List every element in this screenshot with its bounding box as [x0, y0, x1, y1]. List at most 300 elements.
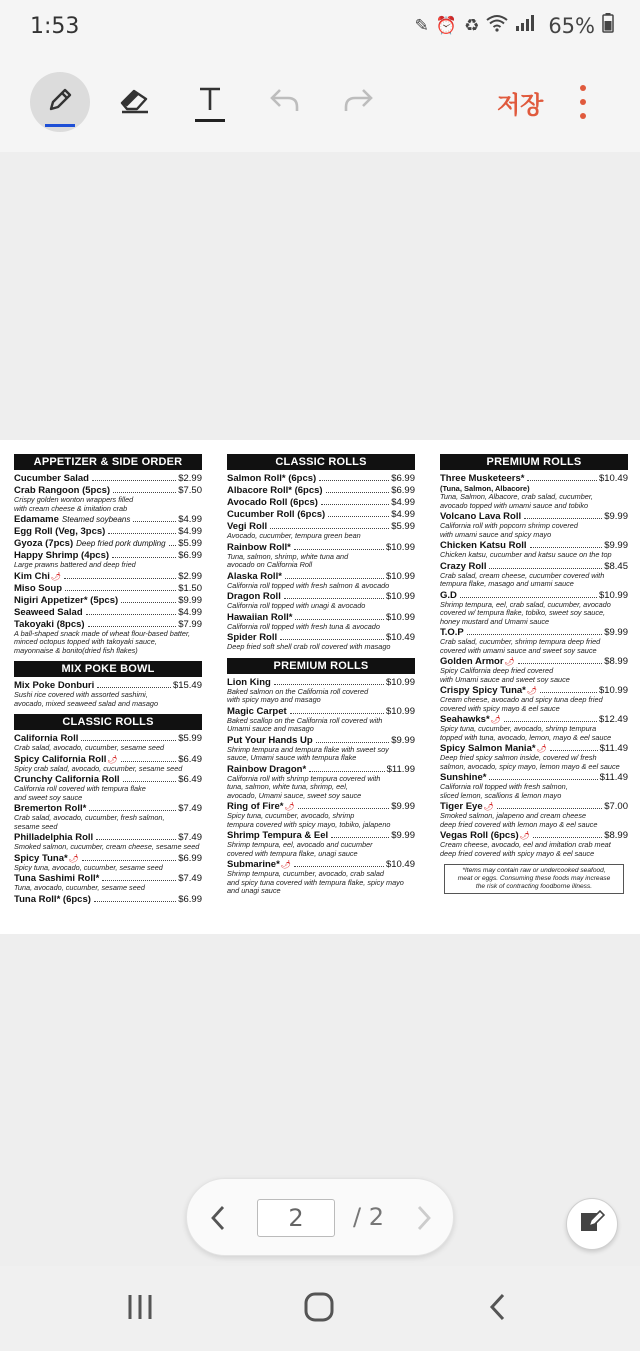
dot-leader	[489, 568, 602, 569]
item-description: California roll with popcorn shrimp covered with umami sauce and spicy mayo	[440, 521, 578, 539]
menu-item	[227, 764, 415, 801]
dot-leader	[94, 901, 176, 902]
item-description: Smoked salmon, cucumber, cream cheese, sesame seed	[14, 842, 200, 851]
chili-pepper-icon: 🌶	[107, 754, 118, 764]
menu-item	[14, 595, 202, 606]
dot-leader	[321, 504, 389, 505]
menu-item	[440, 511, 628, 539]
dot-leader	[530, 547, 603, 548]
status-icons	[415, 13, 614, 39]
menu-item	[227, 591, 415, 611]
pen-color-indicator	[45, 124, 75, 127]
system-nav-bar	[0, 1266, 640, 1351]
dot-leader	[319, 480, 389, 481]
item-name: Edamame	[14, 514, 59, 525]
item-price: $7.49	[178, 873, 202, 884]
item-price: $10.99	[598, 589, 628, 601]
dot-leader	[102, 880, 176, 881]
dot-leader	[326, 492, 390, 493]
back-icon	[485, 1292, 511, 1327]
document-page[interactable]	[0, 440, 640, 934]
dot-leader	[518, 663, 603, 664]
dot-leader	[274, 684, 384, 685]
item-description: Baked scallop on the California roll covered with Umami sauce and masago	[227, 715, 383, 733]
menu-item-line	[227, 497, 415, 508]
dot-leader	[81, 740, 176, 741]
menu-item-line	[14, 473, 202, 484]
signal-icon	[515, 14, 535, 38]
menu-section	[14, 714, 202, 905]
menu-section	[227, 454, 415, 652]
item-price: $6.99	[391, 485, 415, 496]
item-name: Miso Soup	[14, 582, 63, 594]
dot-leader	[460, 597, 597, 598]
menu-item	[14, 526, 202, 537]
chili-pepper-icon: 🌶	[50, 571, 62, 581]
item-description: Crispy golden wonton wrappers filled with cream cheese & imitation crab	[14, 495, 134, 513]
chevron-right-icon	[411, 1220, 437, 1237]
item-name: Seahawks*	[440, 714, 490, 725]
item-name: Mix Poke Donburi	[14, 680, 95, 691]
item-inline-desc: Steamed soybeans	[61, 515, 131, 524]
menu-item-line	[440, 473, 628, 484]
dot-leader	[316, 742, 390, 743]
menu-item	[14, 514, 202, 525]
chili-pepper-icon: 🌶	[526, 686, 538, 695]
menu-item	[440, 561, 628, 589]
item-name: Golden Armor	[440, 656, 504, 667]
item-name: Gyoza (7pcs)	[14, 538, 74, 549]
item-price: $4.99	[178, 526, 202, 537]
menu-item	[227, 706, 415, 734]
undo-button[interactable]	[255, 72, 315, 132]
dot-leader	[540, 692, 597, 693]
item-description: California roll topped with fresh tuna & avocado	[227, 621, 380, 631]
item-price: $10.99	[385, 705, 415, 717]
item-name: Kim Chi	[14, 570, 50, 582]
dot-leader	[284, 598, 384, 599]
page-number-input[interactable]: 2	[257, 1199, 335, 1237]
chili-pepper-icon: 🌶	[519, 831, 530, 840]
item-description: Avocado, cucumber, tempura green bean	[227, 531, 361, 540]
item-price: $7.00	[604, 801, 628, 812]
item-description: Tuna, salmon, shrimp, white tuna and avocado on California Roll	[227, 551, 349, 569]
item-price: $11.49	[599, 743, 628, 754]
dot-leader	[113, 492, 176, 493]
menu-item-line	[440, 561, 628, 572]
item-description: Spicy tuna, avocado, cucumber, sesame seed	[14, 862, 163, 872]
menu-item-line	[14, 894, 202, 905]
item-name: Seaweed Salad	[14, 606, 83, 618]
dot-leader	[489, 779, 597, 780]
dot-leader	[331, 837, 389, 838]
wifi-icon	[486, 14, 508, 38]
item-price: $5.99	[178, 733, 202, 744]
item-price: $5.99	[178, 538, 202, 549]
menu-item-line	[440, 590, 628, 601]
menu-item	[440, 473, 628, 510]
item-price: $6.99	[391, 473, 415, 484]
item-description: Crab salad, cream cheese, cucumber covered with tempura flake, masago and umami sauce	[440, 570, 605, 588]
menu-item	[14, 473, 202, 484]
pen-edit-icon	[579, 1209, 605, 1240]
chili-pepper-icon: 🌶	[504, 657, 515, 666]
item-name: Salmon Roll* (6pcs)	[227, 473, 317, 484]
item-price: $7.49	[178, 803, 202, 814]
item-description: Shrimp tempura, eel, avocado and cucumber covered with tempura flake, unagi sauce	[227, 840, 373, 858]
item-price: $8.99	[604, 830, 628, 841]
menu-item	[227, 859, 415, 896]
item-name: Tuna Sashimi Roll*	[14, 873, 100, 884]
item-name: Crunchy California Roll	[14, 774, 120, 785]
item-price: $11.99	[386, 763, 415, 775]
item-description: California roll covered with tempura flake and sweet soy sauce	[14, 784, 146, 802]
item-description: California roll topped with unagi & avocado	[227, 601, 366, 610]
text-color-indicator	[195, 119, 225, 122]
dot-leader	[64, 578, 176, 579]
menu-item	[227, 485, 415, 496]
menu-item	[14, 894, 202, 905]
item-price: $9.99	[604, 511, 628, 522]
item-price: $7.49	[178, 832, 202, 843]
dot-leader	[280, 639, 384, 640]
edit-mode-button[interactable]	[566, 1198, 618, 1250]
dot-leader	[497, 808, 602, 809]
item-price: $11.49	[599, 772, 628, 783]
dot-leader	[112, 557, 176, 558]
dot-leader	[88, 626, 177, 627]
item-price: $5.99	[391, 521, 415, 532]
menu-item	[227, 830, 415, 858]
item-description: Tuna, Salmon, Albacore, crab salad, cucumber, avocado topped with umami sauce and tobiko	[440, 492, 593, 510]
section-header: PREMIUM ROLLS	[227, 658, 415, 674]
item-price: $10.99	[385, 570, 415, 582]
menu-item-line	[227, 677, 415, 688]
item-name: Nigiri Appetizer* (5pcs)	[14, 594, 119, 606]
next-page-button[interactable]	[411, 1203, 437, 1233]
section-header: MIX POKE BOWL	[14, 661, 202, 677]
item-price: $9.99	[391, 830, 415, 841]
item-name: California Roll	[14, 733, 79, 744]
menu-item	[227, 521, 415, 541]
chili-pepper-icon: 🌶	[483, 802, 494, 811]
section-header: CLASSIC ROLLS	[14, 714, 202, 730]
menu-item	[227, 509, 415, 520]
item-price: $9.99	[391, 734, 415, 746]
menu-item-line	[14, 514, 202, 525]
dot-leader	[298, 808, 390, 809]
menu-item	[14, 619, 202, 656]
chili-pepper-icon: 🌶	[536, 744, 547, 753]
menu-item-line	[227, 612, 415, 623]
menu-item	[440, 685, 628, 713]
item-description: Tuna, avocado, cucumber, sesame seed	[14, 883, 145, 892]
dot-leader	[524, 518, 602, 519]
home-icon	[303, 1291, 335, 1328]
item-price: $8.99	[604, 656, 628, 667]
pen-icon	[45, 85, 75, 120]
item-price: $6.49	[178, 753, 202, 765]
redo-button[interactable]	[328, 72, 388, 132]
item-name: Lion King	[227, 676, 271, 688]
section-header: APPETIZER & SIDE ORDER	[14, 454, 202, 470]
dot-leader	[92, 480, 176, 481]
item-description: A ball-shaped snack made of wheat flour-based batter, minced octopus topped with takoyaki sauce, mayonnaise & bonito(dried fish flakes)	[14, 628, 191, 655]
item-name: Rainbow Dragon*	[227, 763, 307, 775]
menu-item-line	[14, 571, 202, 582]
item-name: Spicy California Roll	[14, 753, 107, 765]
dot-leader	[65, 590, 176, 591]
item-name: Bremerton Roll*	[14, 803, 87, 814]
item-name: Vegas Roll (6pcs)	[440, 830, 519, 841]
item-description: California roll topped with fresh salmon, sliced lemon, scallions & lemon mayo	[440, 782, 568, 800]
item-price: $2.99	[178, 473, 202, 484]
item-price: $10.99	[385, 611, 415, 623]
chevron-left-icon	[205, 1220, 231, 1237]
item-name: Crazy Roll	[440, 560, 487, 572]
menu-item	[14, 583, 202, 594]
pen-tool-button[interactable]	[30, 72, 90, 132]
item-price: $9.99	[391, 801, 415, 812]
menu-item	[227, 632, 415, 652]
text-icon	[196, 85, 224, 120]
dot-leader	[550, 750, 598, 751]
dot-leader	[533, 837, 602, 838]
menu-section	[440, 454, 628, 858]
item-price: $9.99	[604, 627, 628, 638]
menu-item	[14, 853, 202, 873]
annotation-toolbar	[0, 52, 640, 152]
menu-item-line	[227, 735, 415, 746]
dot-leader	[121, 761, 177, 762]
item-name: Albacore Roll* (6pcs)	[227, 485, 323, 496]
item-name: Volcano Lava Roll	[440, 511, 522, 522]
dot-leader	[108, 533, 176, 534]
menu-item	[227, 571, 415, 591]
item-name: Dragon Roll	[227, 591, 281, 602]
menu-item	[440, 743, 628, 771]
dot-leader	[270, 528, 389, 529]
chili-pepper-icon: 🌶	[68, 853, 79, 863]
menu-item	[14, 832, 202, 852]
dot-leader	[285, 578, 384, 579]
menu-item	[440, 830, 628, 858]
item-description: Shrimp tempura, eel, crab salad, cucumber, avocado covered w/ tempura flake, tobiko, sweet soy sauce, honey mustard and Umami sauce	[440, 599, 611, 626]
menu-item	[440, 627, 628, 655]
item-name: Rainbow Roll*	[227, 541, 291, 553]
item-description: Cream cheese, avocado, eel and imitation crab meat deep fried covered with spicy mayo & eel sauce	[440, 840, 611, 858]
menu-item-line	[14, 583, 202, 594]
dot-leader	[467, 634, 602, 635]
dot-leader	[121, 602, 176, 603]
item-price: $6.49	[178, 774, 202, 785]
item-price: $9.99	[178, 594, 202, 606]
text-tool-button[interactable]	[180, 72, 240, 132]
section-header: CLASSIC ROLLS	[227, 454, 415, 470]
item-price: $15.49	[172, 680, 202, 691]
menu-item	[227, 677, 415, 705]
menu-item-line	[14, 538, 202, 549]
menu-item-line	[14, 607, 202, 618]
item-name: Chicken Katsu Roll	[440, 540, 527, 551]
menu-item	[14, 550, 202, 570]
item-description: Smoked salmon, jalapeno and cream cheese deep fried covered with lemon mayo & eel sauce	[440, 811, 598, 829]
item-inline-desc: Deep fried pork dumpling	[76, 539, 166, 548]
dot-leader	[295, 619, 383, 620]
menu-item	[14, 733, 202, 753]
menu-item	[14, 803, 202, 831]
recent-apps-button[interactable]	[120, 1292, 160, 1326]
chili-pepper-icon: 🌶	[280, 860, 291, 869]
menu-column-3	[440, 454, 628, 894]
menu-item-line	[14, 619, 202, 630]
save-button[interactable]: 저장	[497, 91, 544, 119]
item-name: Magic Carpet	[227, 705, 287, 717]
item-name: G.D	[440, 589, 457, 601]
item-name: Alaska Roll*	[227, 570, 282, 582]
menu-item-line	[227, 542, 415, 553]
item-price: $7.50	[178, 485, 202, 496]
chili-pepper-icon: 🌶	[284, 802, 295, 811]
dot-leader	[169, 545, 177, 546]
home-button[interactable]	[299, 1292, 339, 1326]
item-price: $6.99	[178, 550, 202, 561]
item-name: Spicy Tuna*	[14, 852, 68, 864]
dot-leader	[82, 860, 176, 861]
page-total: / 2	[353, 1203, 384, 1231]
item-price: $10.99	[385, 591, 415, 602]
menu-item-line	[227, 706, 415, 717]
status-bar	[0, 0, 640, 52]
menu-item	[440, 801, 628, 829]
more-options-button[interactable]	[568, 82, 598, 122]
item-price: $10.49	[598, 473, 628, 484]
item-price: $10.99	[598, 685, 628, 696]
item-name: Shrimp Tempura & Eel	[227, 830, 329, 841]
menu-item	[440, 714, 628, 742]
dot-leader	[133, 521, 176, 522]
menu-item-line	[227, 571, 415, 582]
dot-leader	[96, 839, 176, 840]
menu-item	[227, 735, 415, 763]
item-description: Deep fried soft shell crab roll covered with masago	[227, 642, 391, 651]
item-description: Spicy tuna, cucumber, avocado, shrimp tempura covered with spicy mayo, tobiko, jalapeno	[227, 811, 391, 829]
item-name: Tuna Roll* (6pcs)	[14, 893, 91, 905]
item-name: Submarine*	[227, 859, 280, 870]
item-price: $6.99	[178, 852, 202, 864]
item-description: Sushi rice covered with assorted sashimi, avocado, mixed seaweed salad and masago	[14, 690, 159, 708]
menu-item	[440, 590, 628, 627]
more-dot-icon	[580, 113, 586, 119]
item-price: $9.99	[604, 540, 628, 551]
battery-percent: 65%	[548, 14, 595, 38]
dot-leader	[504, 721, 597, 722]
item-name: Crab Rangoon (5pcs)	[14, 485, 111, 496]
dot-leader	[294, 866, 384, 867]
item-name: Tiger Eye	[440, 801, 483, 812]
page-navigator	[186, 1178, 454, 1256]
item-description: Chicken katsu, cucumber and katsu sauce on the top	[440, 550, 612, 559]
menu-item	[227, 612, 415, 632]
item-description: Large prawns battered and deep fried	[14, 560, 136, 569]
menu-item-line	[227, 764, 415, 775]
menu-section	[14, 661, 202, 708]
menu-item-line	[14, 853, 202, 864]
dot-leader	[309, 771, 384, 772]
chili-pepper-icon: 🌶	[490, 715, 501, 724]
item-price: $10.99	[385, 541, 415, 553]
dot-leader	[527, 480, 596, 481]
item-name: Crispy Spicy Tuna*	[440, 685, 526, 696]
item-description: California roll with shrimp tempura covered with tuna, salmon, white tuna, shrimp, eel, avocado, Umami sauce, sweet soy sauce	[227, 773, 381, 800]
menu-item	[440, 656, 628, 684]
menu-item	[14, 538, 202, 549]
item-name: Three Musketeers*	[440, 473, 525, 484]
item-description: California roll topped with fresh salmon & avocado	[227, 580, 390, 590]
item-price: $4.99	[391, 509, 415, 520]
item-name: Ring of Fire*	[227, 801, 284, 812]
item-price: $4.99	[391, 497, 415, 508]
alarm-icon: ⏰	[435, 16, 458, 36]
item-name: Spider Roll	[227, 632, 278, 643]
battery-icon	[602, 13, 614, 39]
item-price: $1.50	[178, 582, 202, 594]
dot-leader	[294, 549, 384, 550]
menu-item	[14, 774, 202, 802]
item-name: Cucumber Salad	[14, 473, 89, 484]
menu-item	[440, 540, 628, 560]
menu-item	[14, 873, 202, 893]
menu-item	[227, 497, 415, 508]
dot-leader	[86, 614, 177, 615]
menu-item	[14, 754, 202, 774]
item-price: $7.99	[178, 618, 202, 630]
back-button[interactable]	[478, 1292, 518, 1326]
item-price: $6.99	[178, 893, 202, 905]
item-price: $10.49	[385, 859, 415, 870]
item-description: Shrimp tempura, cucumber, avocado, crab salad and spicy tuna covered with tempura flake, spicy mayo and unagi sauce	[227, 869, 404, 895]
pen-notification-icon: ✎	[414, 16, 429, 36]
item-price: $10.99	[385, 676, 415, 688]
menu-section	[227, 658, 415, 896]
item-name: Happy Shrimp (4pcs)	[14, 550, 110, 561]
menu-item-line	[227, 473, 415, 484]
item-description: Baked salmon on the California roll covered with spicy mayo and masago	[227, 686, 369, 704]
more-dot-icon	[580, 85, 586, 91]
item-price: $12.49	[598, 714, 628, 725]
item-price: $8.45	[604, 560, 628, 572]
item-price: $4.99	[178, 606, 202, 618]
item-subtitle: (Tuna, Salmon, Albacore)	[440, 484, 530, 493]
eraser-tool-button[interactable]	[105, 72, 165, 132]
menu-item	[227, 473, 415, 484]
item-name: Sunshine*	[440, 772, 487, 783]
menu-item	[14, 607, 202, 618]
item-description: Spicy crab salad, avocado, cucumber, sesame seed	[14, 763, 183, 773]
menu-item-line	[227, 485, 415, 496]
menu-item-line	[227, 509, 415, 520]
eraser-icon	[118, 85, 152, 120]
menu-item	[14, 571, 202, 582]
item-name: Hawaiian Roll*	[227, 611, 293, 623]
item-description: Cream cheese, avocado and spicy tuna deep fried covered with spicy mayo & eel sauce	[440, 695, 603, 713]
menu-column-2	[227, 454, 415, 897]
previous-page-button[interactable]	[205, 1203, 231, 1233]
menu-section	[14, 454, 202, 655]
recent-apps-icon	[125, 1292, 155, 1327]
dot-leader	[89, 810, 176, 811]
more-dot-icon	[580, 99, 586, 105]
